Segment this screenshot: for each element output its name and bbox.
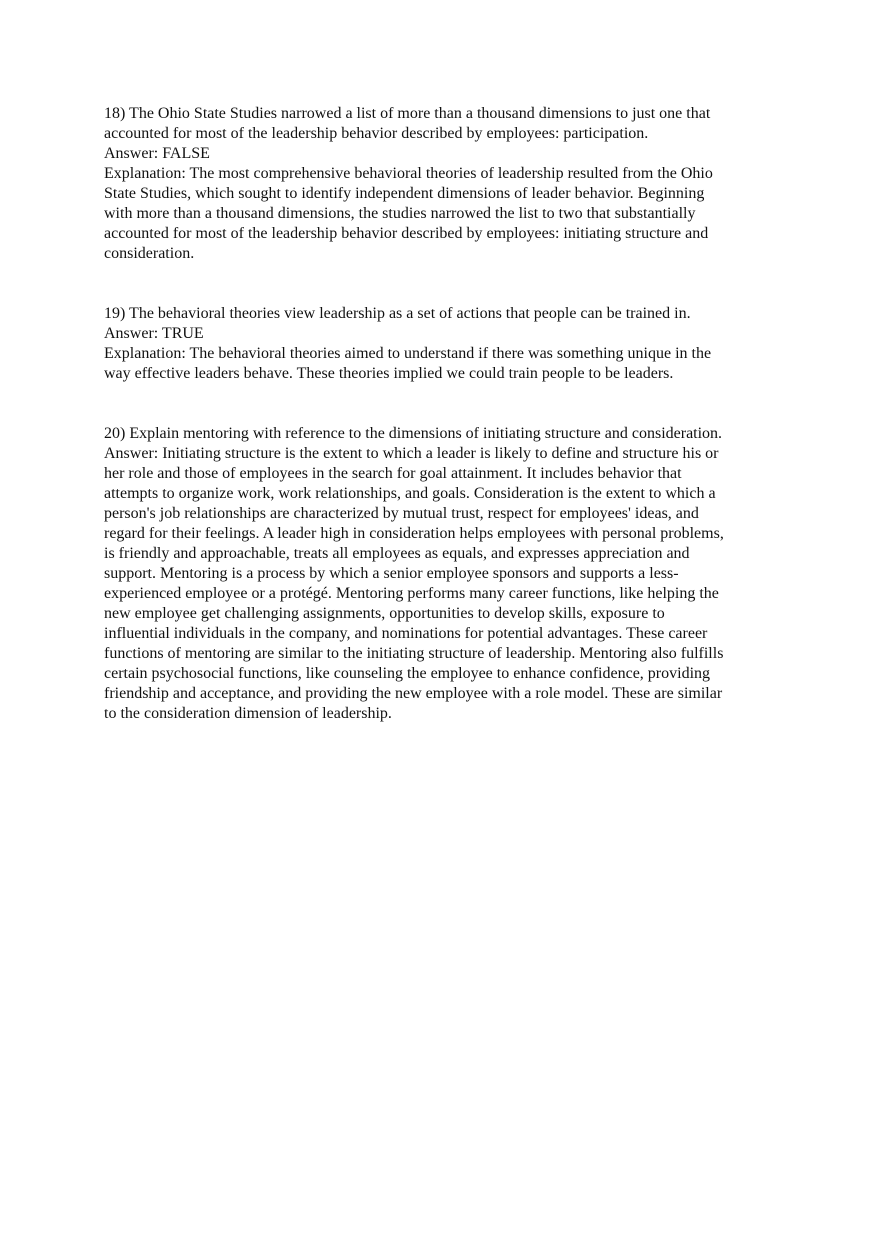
question-text: accounted for most of the leadership behavior described by employees: participation.	[104, 125, 649, 142]
explanation-text: Explanation: The most comprehensive behavioral theories of leadership resulted from the Ohio	[104, 165, 713, 182]
explanation-text: Explanation: The behavioral theories aimed to understand if there was something unique in the	[104, 345, 712, 362]
explanation-text: State Studies, which sought to identify independent dimensions of leader behavior. Beginning	[104, 185, 705, 202]
explanation-text: way effective leaders behave. These theories implied we could train people to be leaders.	[104, 365, 674, 382]
answer-text: is friendly and approachable, treats all employees as equals, and expresses appreciation and	[104, 545, 690, 562]
answer-text: support. Mentoring is a process by which a senior employee sponsors and supports a less-	[104, 565, 679, 582]
answer-text: influential individuals in the company, and nominations for potential advantages. These career	[104, 625, 708, 642]
answer-text: functions of mentoring are similar to the initiating structure of leadership. Mentoring also fulfills	[104, 645, 724, 662]
question-20	[104, 424, 784, 724]
answer-text: her role and those of employees in the search for goal attainment. It includes behavior that	[104, 465, 682, 482]
question-text: 19) The behavioral theories view leadership as a set of actions that people can be trained in.	[104, 305, 691, 322]
explanation-text: accounted for most of the leadership behavior described by employees: initiating structure and	[104, 225, 709, 242]
answer-text: Answer: Initiating structure is the extent to which a leader is likely to define and structure his or	[104, 445, 719, 462]
answer-text: person's job relationships are characterized by mutual trust, respect for employees' ideas, and	[104, 505, 699, 522]
question-text: 20) Explain mentoring with reference to the dimensions of initiating structure and consideration.	[104, 425, 723, 442]
document-page	[104, 104, 784, 724]
answer-text: new employee get challenging assignments, opportunities to develop skills, exposure to	[104, 605, 665, 622]
explanation-text: with more than a thousand dimensions, the studies narrowed the list to two that substantially	[104, 205, 696, 222]
answer-text: friendship and acceptance, and providing the new employee with a role model. These are similar	[104, 685, 723, 702]
question-text: 18) The Ohio State Studies narrowed a list of more than a thousand dimensions to just one that	[104, 105, 711, 122]
answer-text: to the consideration dimension of leadership.	[104, 705, 392, 722]
answer-text: regard for their feelings. A leader high in consideration helps employees with personal problems,	[104, 525, 724, 542]
question-19	[104, 304, 784, 384]
question-18	[104, 104, 784, 264]
answer-text: Answer: TRUE	[104, 325, 204, 342]
answer-text: certain psychosocial functions, like counseling the employee to enhance confidence, providing	[104, 665, 711, 682]
answer-text: experienced employee or a protégé. Mentoring performs many career functions, like helping the	[104, 585, 719, 602]
answer-text: attempts to organize work, work relationships, and goals. Consideration is the extent to which a	[104, 485, 716, 502]
answer-text: Answer: FALSE	[104, 145, 210, 162]
explanation-text: consideration.	[104, 245, 195, 262]
